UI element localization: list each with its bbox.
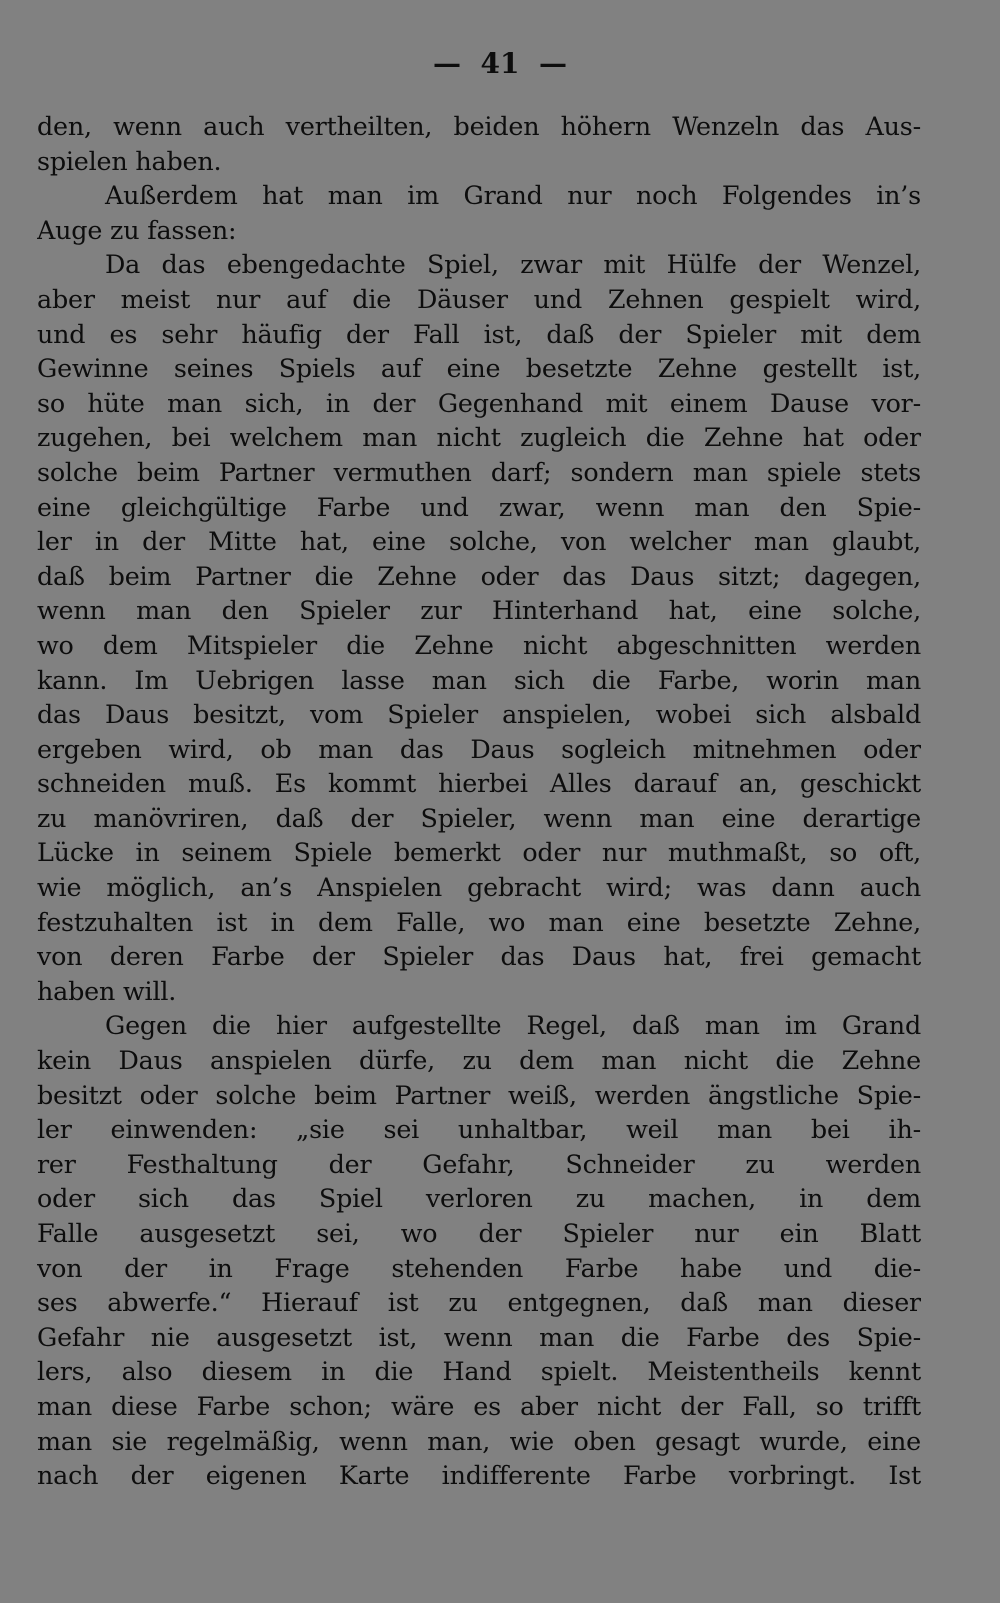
text-line: wenn man den Spieler zur Hinterhand hat, eine solche, [37, 595, 921, 626]
text-line: ler einwenden: „sie sei unhaltbar, weil man bei ih- [37, 1114, 921, 1145]
text-line: ergeben wird, ob man das Daus sogleich mitnehmen oder [37, 733, 921, 764]
text-line: schneiden muß. Es kommt hierbei Alles darauf an, geschickt [37, 768, 921, 799]
text-line: und es sehr häufig der Fall ist, daß der Spieler mit dem [37, 318, 921, 349]
text-line: so hüte man sich, in der Gegenhand mit einem Dause vor- [37, 387, 921, 418]
text-line: eine gleichgültige Farbe und zwar, wenn man den Spie- [37, 491, 921, 522]
text-line: von deren Farbe der Spieler das Daus hat, frei gemacht [37, 941, 921, 972]
text-line: festzuhalten ist in dem Falle, wo man eine besetzte Zehne, [37, 906, 921, 937]
text-line: Da das ebengedachte Spiel, zwar mit Hülfe der Wenzel, [105, 249, 921, 280]
text-line: das Daus besitzt, vom Spieler anspielen, wobei sich alsbald [37, 699, 921, 730]
text-line: lers, also diesem in die Hand spielt. Meistentheils kennt [37, 1356, 921, 1387]
text-line: rer Festhaltung der Gefahr, Schneider zu werden [37, 1148, 921, 1179]
text-line: den, wenn auch vertheilten, beiden höhern Wenzeln das Aus- [37, 111, 921, 141]
text-line: wie möglich, an’s Anspielen gebracht wird; was dann auch [37, 872, 921, 903]
text-line: spielen haben. [37, 145, 222, 176]
text-line: Gegen die hier aufgestellte Regel, daß man im Grand [105, 1010, 921, 1041]
text-line: man diese Farbe schon; wäre es aber nicht der Fall, so trifft [37, 1390, 921, 1421]
text-line: kann. Im Uebrigen lasse man sich die Farbe, worin man [37, 664, 921, 695]
text-line: besitzt oder solche beim Partner weiß, werden ängstliche Spie- [37, 1079, 921, 1110]
text-line: kein Daus anspielen dürfe, zu dem man nicht die Zehne [37, 1045, 921, 1076]
text-line: wo dem Mitspieler die Zehne nicht abgeschnitten werden [37, 629, 921, 660]
text-line: zugehen, bei welchem man nicht zugleich die Zehne hat oder [37, 422, 921, 453]
text-line: ses abwerfe.“ Hierauf ist zu entgegnen, daß man dieser [37, 1287, 921, 1318]
text-line: Gefahr nie ausgesetzt ist, wenn man die Farbe des Spie- [37, 1321, 921, 1352]
text-line: oder sich das Spiel verloren zu machen, in dem [37, 1183, 921, 1214]
text-line: haben will. [37, 975, 177, 1006]
page-number: — 41 — [433, 47, 567, 80]
text-line: Außerdem hat man im Grand nur noch Folgendes in’s [105, 180, 921, 211]
text-line: zu manövriren, daß der Spieler, wenn man eine derartige [37, 802, 921, 833]
text-line: Auge zu fassen: [37, 214, 237, 245]
text-line: Gewinne seines Spiels auf eine besetzte Zehne gestellt ist, [37, 353, 921, 384]
text-line: man sie regelmäßig, wenn man, wie oben gesagt wurde, eine [37, 1425, 921, 1456]
text-line: von der in Frage stehenden Farbe habe und die- [37, 1252, 921, 1283]
text-line: solche beim Partner vermuthen darf; sondern man spiele stets [37, 456, 921, 487]
text-line: ler in der Mitte hat, eine solche, von welcher man glaubt, [37, 526, 921, 557]
text-line: nach der eigenen Karte indifferente Farbe vorbringt. Ist [37, 1460, 921, 1491]
text-line: aber meist nur auf die Däuser und Zehnen gespielt wird, [37, 283, 921, 314]
body-text [37, 109, 921, 1493]
text-line: daß beim Partner die Zehne oder das Daus sitzt; dagegen, [37, 560, 921, 591]
text-line: Lücke in seinem Spiele bemerkt oder nur muthmaßt, so oft, [37, 837, 921, 868]
text-line: Falle ausgesetzt sei, wo der Spieler nur ein Blatt [37, 1218, 921, 1248]
